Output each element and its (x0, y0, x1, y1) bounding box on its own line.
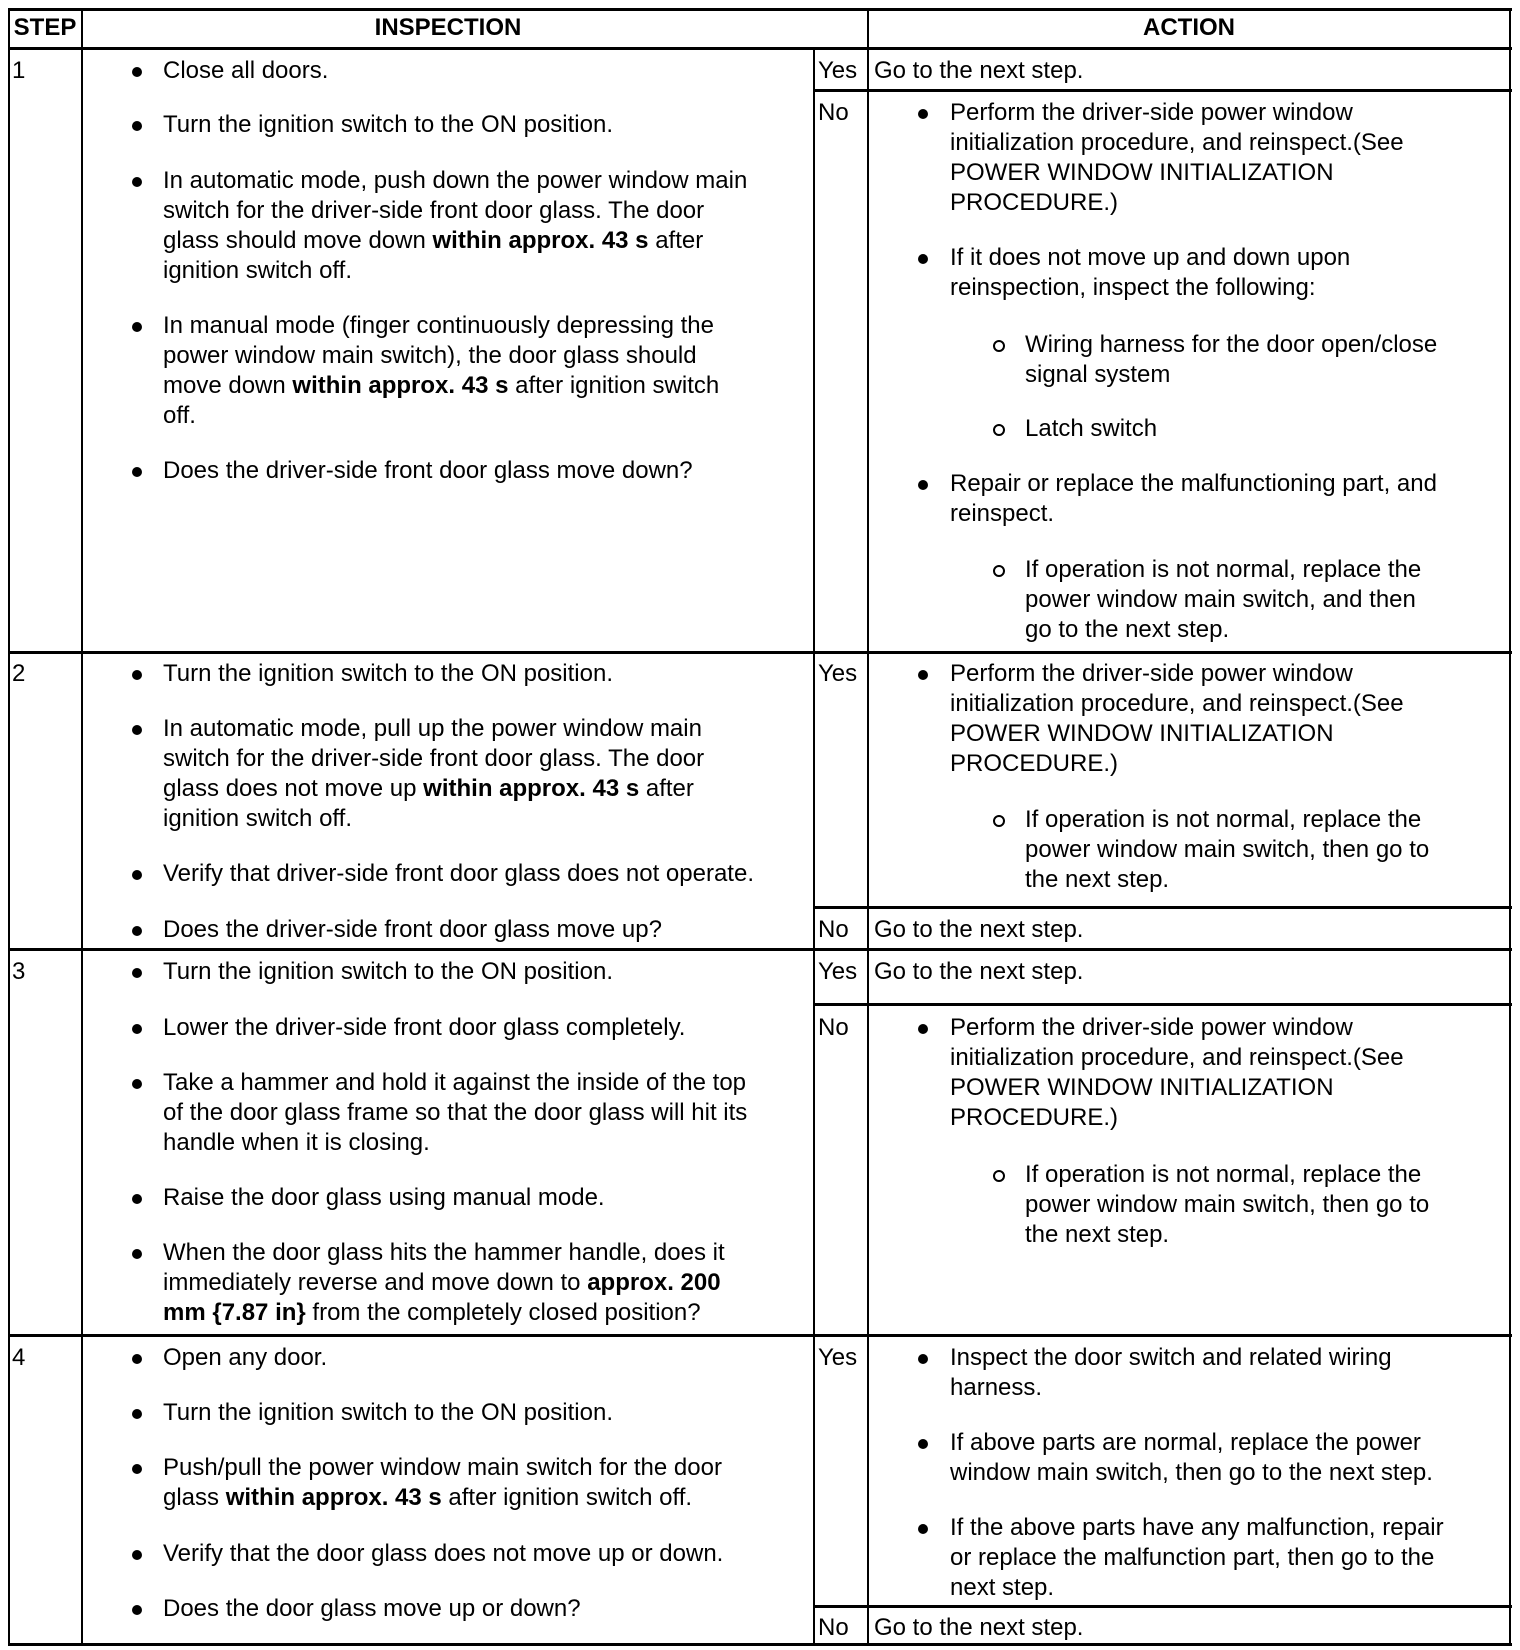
bullet-icon (918, 109, 928, 119)
step3-insp-4-line1: Raise the door glass using manual mode. (163, 1184, 605, 1211)
step3-no-b1-line4: PROCEDURE.) (950, 1104, 1119, 1131)
step1-no-b1-line2: initialization procedure, and reinspect.(See (950, 129, 1404, 156)
step3-insp-5-line3: mm {7.87 in} from the completely closed position? (163, 1299, 701, 1326)
step1-insp-3-line3: glass should move down within approx. 43 s after (163, 227, 704, 254)
step3-bottom-rule (8, 1334, 1512, 1337)
step2-insp-2-line1: In automatic mode, pull up the power window main (163, 715, 702, 742)
step3-yes-action: Go to the next step. (874, 958, 1084, 985)
table-left-border (8, 8, 10, 1646)
step2-yes-label: Yes (818, 660, 858, 687)
step1-no-b3-line2: reinspect. (950, 500, 1055, 527)
step3-no-b1-line1: Perform the driver-side power window (950, 1014, 1353, 1041)
open-bullet-icon (993, 340, 1005, 352)
bullet-icon (132, 1354, 142, 1364)
bullet-icon (132, 177, 142, 187)
step-column-rule (81, 8, 83, 1646)
step1-bottom-rule (8, 651, 1512, 654)
step3-insp-5-line1: When the door glass hits the hammer handle, does it (163, 1239, 725, 1266)
step4-no-action: Go to the next step. (874, 1614, 1084, 1641)
step3-insp-1-line1: Turn the ignition switch to the ON position. (163, 958, 613, 985)
step4-yes-b1-line2: harness. (950, 1374, 1043, 1401)
step2-insp-1-line1: Turn the ignition switch to the ON position. (163, 660, 613, 687)
bullet-icon (132, 1550, 142, 1560)
step2-insp-2-line2: switch for the driver-side front door glass. The door (163, 745, 705, 772)
bullet-icon (132, 968, 142, 978)
step2-no-action: Go to the next step. (874, 916, 1084, 943)
bullet-icon (132, 1409, 142, 1419)
step1-no-b1-line3: POWER WINDOW INITIALIZATION (950, 159, 1334, 186)
step3-number: 3 (12, 958, 26, 985)
bullet-icon (132, 67, 142, 77)
bullet-icon (918, 480, 928, 490)
step3-insp-2-line1: Lower the driver-side front door glass completely. (163, 1014, 686, 1041)
step2-insp-4-line1: Does the driver-side front door glass move up? (163, 916, 662, 943)
step4-insp-5-line1: Does the door glass move up or down? (163, 1595, 581, 1622)
step3-yes-label: Yes (818, 958, 858, 985)
step3-no-b1-line2: initialization procedure, and reinspect.(See (950, 1044, 1404, 1071)
bullet-icon (918, 1354, 928, 1364)
bullet-icon (132, 1079, 142, 1089)
step1-no-s3-line3: go to the next step. (1025, 616, 1230, 643)
step1-no-s3-line1: If operation is not normal, replace the (1025, 556, 1422, 583)
inspection-action-rule (867, 8, 869, 1646)
bullet-icon (918, 670, 928, 680)
step4-number: 4 (12, 1344, 26, 1371)
step1-no-b1-line1: Perform the driver-side power window (950, 99, 1353, 126)
step3-insp-5-line2: immediately reverse and move down to approx. 200 (163, 1269, 721, 1296)
step4-yes-no-divider (813, 1605, 1512, 1608)
step1-insp-4-line3: move down within approx. 43 s after ignition switch (163, 372, 720, 399)
bullet-icon (132, 870, 142, 880)
step4-yes-b3-line2: or replace the malfunction part, then go to the (950, 1544, 1435, 1571)
step2-yes-s1-line2: power window main switch, then go to (1025, 836, 1430, 863)
step1-no-b2-line1: If it does not move up and down upon (950, 244, 1351, 271)
step2-yes-b1-line2: initialization procedure, and reinspect.(See (950, 690, 1404, 717)
step1-insp-4-line4: off. (163, 402, 196, 429)
header-bottom-rule (8, 47, 1512, 50)
step1-no-label: No (818, 99, 849, 126)
step2-insp-3-line1: Verify that driver-side front door glass does not operate. (163, 860, 754, 887)
bullet-icon (132, 926, 142, 936)
step1-no-b1-line4: PROCEDURE.) (950, 189, 1119, 216)
step4-insp-1-line1: Open any door. (163, 1344, 328, 1371)
step1-insp-4-line1: In manual mode (finger continuously depressing the (163, 312, 714, 339)
bullet-icon (918, 1024, 928, 1034)
step1-insp-5-line1: Does the driver-side front door glass move down? (163, 457, 693, 484)
step1-insp-2-line1: Turn the ignition switch to the ON position. (163, 111, 613, 138)
open-bullet-icon (993, 424, 1005, 436)
header-inspection: INSPECTION (374, 14, 522, 41)
bullet-icon (132, 670, 142, 680)
step2-yes-b1-line1: Perform the driver-side power window (950, 660, 1353, 687)
step3-insp-3-line2: of the door glass frame so that the door glass will hit its (163, 1099, 748, 1126)
step1-insp-3-line4: ignition switch off. (163, 257, 352, 284)
step2-yes-s1-line1: If operation is not normal, replace the (1025, 806, 1422, 833)
bullet-icon (918, 1439, 928, 1449)
bullet-icon (132, 1605, 142, 1615)
bullet-icon (918, 254, 928, 264)
step4-yes-b3-line1: If the above parts have any malfunction, repair (950, 1514, 1444, 1541)
table-bottom-border (8, 1643, 1512, 1646)
bullet-icon (132, 1024, 142, 1034)
step4-insp-3-line2: glass within approx. 43 s after ignition switch off. (163, 1484, 693, 1511)
step1-no-b3-line1: Repair or replace the malfunctioning part, and (950, 470, 1437, 497)
step1-number: 1 (12, 57, 26, 84)
answer-column-rule (813, 47, 815, 1646)
open-bullet-icon (993, 1170, 1005, 1182)
bullet-icon (132, 322, 142, 332)
step2-yes-b1-line3: POWER WINDOW INITIALIZATION (950, 720, 1334, 747)
step2-number: 2 (12, 660, 26, 687)
step1-no-s3-line2: power window main switch, and then (1025, 586, 1416, 613)
open-bullet-icon (993, 565, 1005, 577)
open-bullet-icon (993, 815, 1005, 827)
step3-no-label: No (818, 1014, 849, 1041)
step3-no-s1-line1: If operation is not normal, replace the (1025, 1161, 1422, 1188)
bullet-icon (132, 121, 142, 131)
step3-no-s1-line3: the next step. (1025, 1221, 1170, 1248)
step4-insp-2-line1: Turn the ignition switch to the ON position. (163, 1399, 613, 1426)
bullet-icon (132, 1249, 142, 1259)
step1-insp-1-line1: Close all doors. (163, 57, 329, 84)
step4-yes-b3-line3: next step. (950, 1574, 1055, 1601)
step2-no-label: No (818, 916, 849, 943)
step3-insp-3-line3: handle when it is closing. (163, 1129, 430, 1156)
step1-no-s1-line1: Wiring harness for the door open/close (1025, 331, 1438, 358)
step2-insp-2-line4: ignition switch off. (163, 805, 352, 832)
bullet-icon (132, 1194, 142, 1204)
bullet-icon (132, 467, 142, 477)
step4-insp-4-line1: Verify that the door glass does not move up or down. (163, 1540, 724, 1567)
step1-no-s2-line1: Latch switch (1025, 415, 1158, 442)
step1-insp-3-line1: In automatic mode, push down the power window main (163, 167, 748, 194)
step2-insp-2-line3: glass does not move up within approx. 43 s after (163, 775, 694, 802)
header-step: STEP (13, 14, 77, 41)
step1-insp-4-line2: power window main switch), the door glass should (163, 342, 697, 369)
step2-yes-no-divider (813, 906, 1512, 909)
bullet-icon (132, 725, 142, 735)
step4-yes-b2-line2: window main switch, then go to the next step. (950, 1459, 1433, 1486)
step4-yes-b1-line1: Inspect the door switch and related wiring (950, 1344, 1392, 1371)
step4-yes-label: Yes (818, 1344, 858, 1371)
step4-yes-b2-line1: If above parts are normal, replace the power (950, 1429, 1421, 1456)
step4-insp-3-line1: Push/pull the power window main switch for the door (163, 1454, 722, 1481)
step2-yes-b1-line4: PROCEDURE.) (950, 750, 1119, 777)
step1-no-s1-line2: signal system (1025, 361, 1171, 388)
step3-no-s1-line2: power window main switch, then go to (1025, 1191, 1430, 1218)
step1-yes-action: Go to the next step. (874, 57, 1084, 84)
table-right-border (1509, 8, 1511, 1646)
bullet-icon (918, 1524, 928, 1534)
step1-insp-3-line2: switch for the driver-side front door glass. The door (163, 197, 705, 224)
step1-no-b2-line2: reinspection, inspect the following: (950, 274, 1316, 301)
bullet-icon (132, 1464, 142, 1474)
step3-yes-no-divider (813, 1003, 1512, 1006)
step3-no-b1-line3: POWER WINDOW INITIALIZATION (950, 1074, 1334, 1101)
table-top-border (8, 8, 1512, 11)
step1-yes-no-divider (813, 89, 1512, 92)
step2-bottom-rule (8, 948, 1512, 951)
step3-insp-3-line1: Take a hammer and hold it against the inside of the top (163, 1069, 747, 1096)
header-action: ACTION (1143, 14, 1235, 41)
step1-yes-label: Yes (818, 57, 858, 84)
step2-yes-s1-line3: the next step. (1025, 866, 1170, 893)
step4-no-label: No (818, 1614, 849, 1641)
